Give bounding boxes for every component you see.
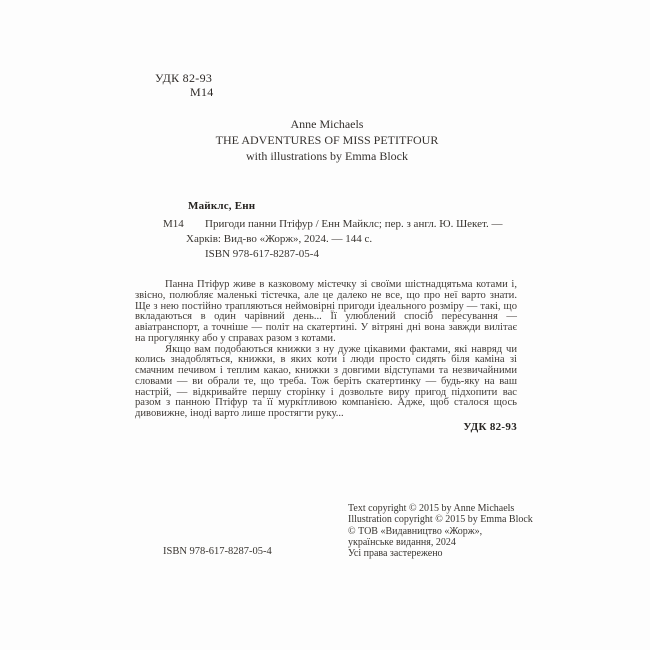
isbn-footer: ISBN 978-617-8287-05-4 xyxy=(163,546,272,557)
original-title: THE ADVENTURES OF MISS PETITFOUR xyxy=(215,133,439,147)
annotation-block xyxy=(135,280,517,420)
copyright-illustration-line: Illustration copyright © 2015 by Emma Block xyxy=(348,514,533,526)
copyright-edition-line: українське видання, 2024 xyxy=(348,536,456,548)
catalog-author-heading: Майклс, Енн xyxy=(188,200,256,212)
annotation-paragraph-2: Якщо вам подобаються книжки з ну дуже цікавими фактами, які навряд чи колись знадобляться, книжки, в яких коти і люди просто сидять біля каміна зі смачним печивом і теплим какао, книжки з довгими відступами та незвичайними словами — ви обрали те, що треба. Тож беріть скатертинку — будь-яку на ваш настрій, — відкривайте першу сторінку і дозвольте виру пригод підхопити вас разом з панною Птіфур та її муркітливою компанією. Адже, щоб сталося щось дивовижне, іноді варто лише простягти руку... xyxy=(135,343,517,419)
udk-footer-number: УДК 82-93 xyxy=(463,421,517,433)
original-author: Anne Michaels xyxy=(290,117,364,131)
copyright-publisher-line: © ТОВ «Видавництво «Жорж», xyxy=(348,525,483,537)
original-illustration-credit: with illustrations by Emma Block xyxy=(246,149,408,163)
original-edition-block xyxy=(135,116,519,164)
annotation-paragraph-1: Панна Птіфур живе в казковому містечку зі своїми шістнадцятьма котами і, звісно, полюбляє маленькі тістечка, але це далеко не все, що про неї варто знати. Ще з нею постійно трапляються неймовірні пригоди ідеального розміру — такі, що вкладаються в один чарівний день... Її улюблений спосіб пересування — авіатранспорт, а точніше — політ на скатертині. У вітряні дні вона завжди вилітає на прогулянку або у справах разом з котами. xyxy=(135,279,517,344)
udk-header-number: УДК 82-93 xyxy=(155,71,213,85)
catalog-card xyxy=(163,199,543,262)
rights-reserved-line: Усі права застережено xyxy=(348,548,443,560)
udk-header-author-code: М14 xyxy=(190,85,214,99)
copyright-text-line: Text copyright © 2015 by Anne Michaels xyxy=(348,503,515,514)
catalog-isbn: ISBN 978-617-8287-05-4 xyxy=(205,248,319,260)
catalog-description-line2: Харків: Вид-во «Жорж», 2024. — 144 с. xyxy=(186,233,373,245)
udk-header-block xyxy=(155,71,214,99)
catalog-description-line1: Пригоди панни Птіфур / Енн Майклс; пер. з англ. Ю. Шекет. — xyxy=(205,218,503,230)
catalog-description-row xyxy=(163,217,543,232)
catalog-author-code: М14 xyxy=(163,218,184,230)
copyright-block xyxy=(348,503,533,559)
